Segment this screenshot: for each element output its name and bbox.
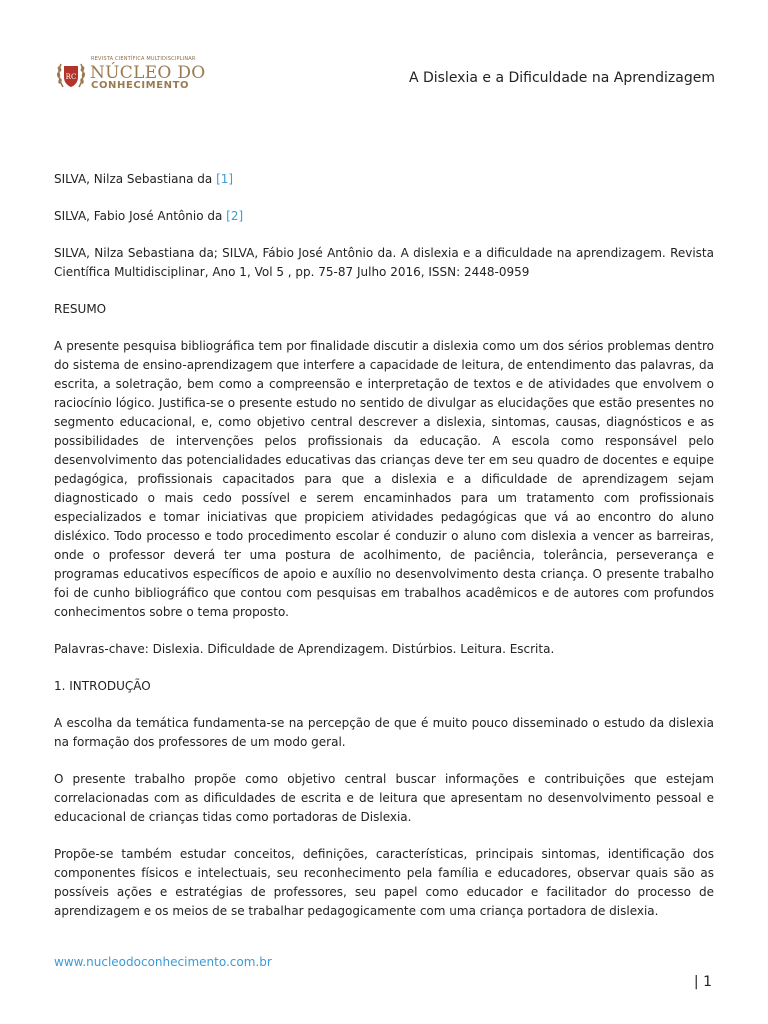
footnote-link[interactable]: [1] [216,172,234,186]
logo-tagline: REVISTA CIENTÍFICA MULTIDISCIPLINAR [91,56,196,62]
citation: SILVA, Nilza Sebastiana da; SILVA, Fábio José Antônio da. A dislexia e a dificuldade na aprendizagem. Revista Científica Multidisciplinar, Ano 1, Vol 5 , pp. 75-87 Julho 2016, ISSN: 2448-0959 [54,246,714,279]
page-header [55,52,715,100]
section-heading: 1. INTRODUÇÃO [54,679,151,693]
abstract-heading: RESUMO [54,302,107,316]
page-number: | 1 [693,974,712,990]
journal-logo[interactable] [55,55,205,95]
paragraph: A escolha da temática fundamenta-se na percepção de que é muito pouco disseminado o estudo da dislexia na formação dos professores de um modo geral. [54,716,714,749]
paragraph: Propõe-se também estudar conceitos, definições, características, principais sintomas, identificação dos componentes físicos e intelectuais, seu reconhecimento pela família e educadores, observar quais são as possíveis ações e estratégias de professores, seu papel como educador e facilitador do processo de aprendizagem e os meios de se trabalhar pedagogicamente com uma criança portadora de dislexia. [54,847,714,918]
footnote-link[interactable]: [2] [226,209,244,223]
abstract-text: A presente pesquisa bibliográfica tem por finalidade discutir a dislexia como um dos sérios problemas dentro do sistema de ensino-aprendizagem que interfere a capacidade de leitura, de entendimento das palavras, da escrita, a soletração, bem como a compreensão e interpretação de textos e de atividades que envolvem o raciocínio lógico. Justifica-se o presente estudo no sentido de divulgar as elucidações que estão presentes no segmento educacional, e, como objetivo central descrever a dislexia, sintomas, causas, diagnósticos e as possibilidades de intervenções pelos profissionais da educação. A escola como responsável pelo desenvolvimento das potencialidades educativas das crianças deve ter em seu quadro de docentes e equipe pedagógica, profissionais capacitados para que a dislexia e a dificuldade de aprendizagem sejam diagnosticado o mais cedo possível e serem encaminhados para um tratamento com profissionais especializados e tomar iniciativas que propiciem atividades pedagógicas que vá ao encontro do aluno disléxico. Todo processo e todo procedimento escolar é conduzir o aluno com dislexia a vencer as barreiras, onde o professor deverá ter uma postura de acolhimento, de paciência, tolerância, perseverança e programas educativos específicos de apoio e auxílio no desenvolvimento desta criança. O presente trabalho foi de cunho bibliográfico que contou com pesquisas em trabalhos acadêmicos e de autores com profundos conhecimentos sobre o tema proposto. [54,339,714,619]
svg-text:RC: RC [65,73,77,81]
author-name: SILVA, Fabio José Antônio da [54,209,227,223]
logo-name-sub: CONHECIMENTO [91,80,190,91]
author-line [54,207,714,226]
footer-website-link[interactable]: www.nucleodoconhecimento.com.br [54,955,272,969]
author-line [54,170,714,189]
paragraph: O presente trabalho propõe como objetivo central buscar informações e contribuições que estejam correlacionadas com as dificuldades de escrita e de leitura que apresentam no desenvolvimento pessoal e educacional de crianças tidas como portadoras de Dislexia. [54,772,714,824]
author-name: SILVA, Nilza Sebastiana da [54,172,217,186]
logo-name: NÚCLEO DO [90,63,206,83]
keywords: Palavras-chave: Dislexia. Dificuldade de Aprendizagem. Distúrbios. Leitura. Escrita. [54,642,555,656]
article-body [54,170,714,939]
running-title: A Dislexia e a Dificuldade na Aprendizagem [408,70,715,86]
laurel-shield-icon [55,58,87,92]
